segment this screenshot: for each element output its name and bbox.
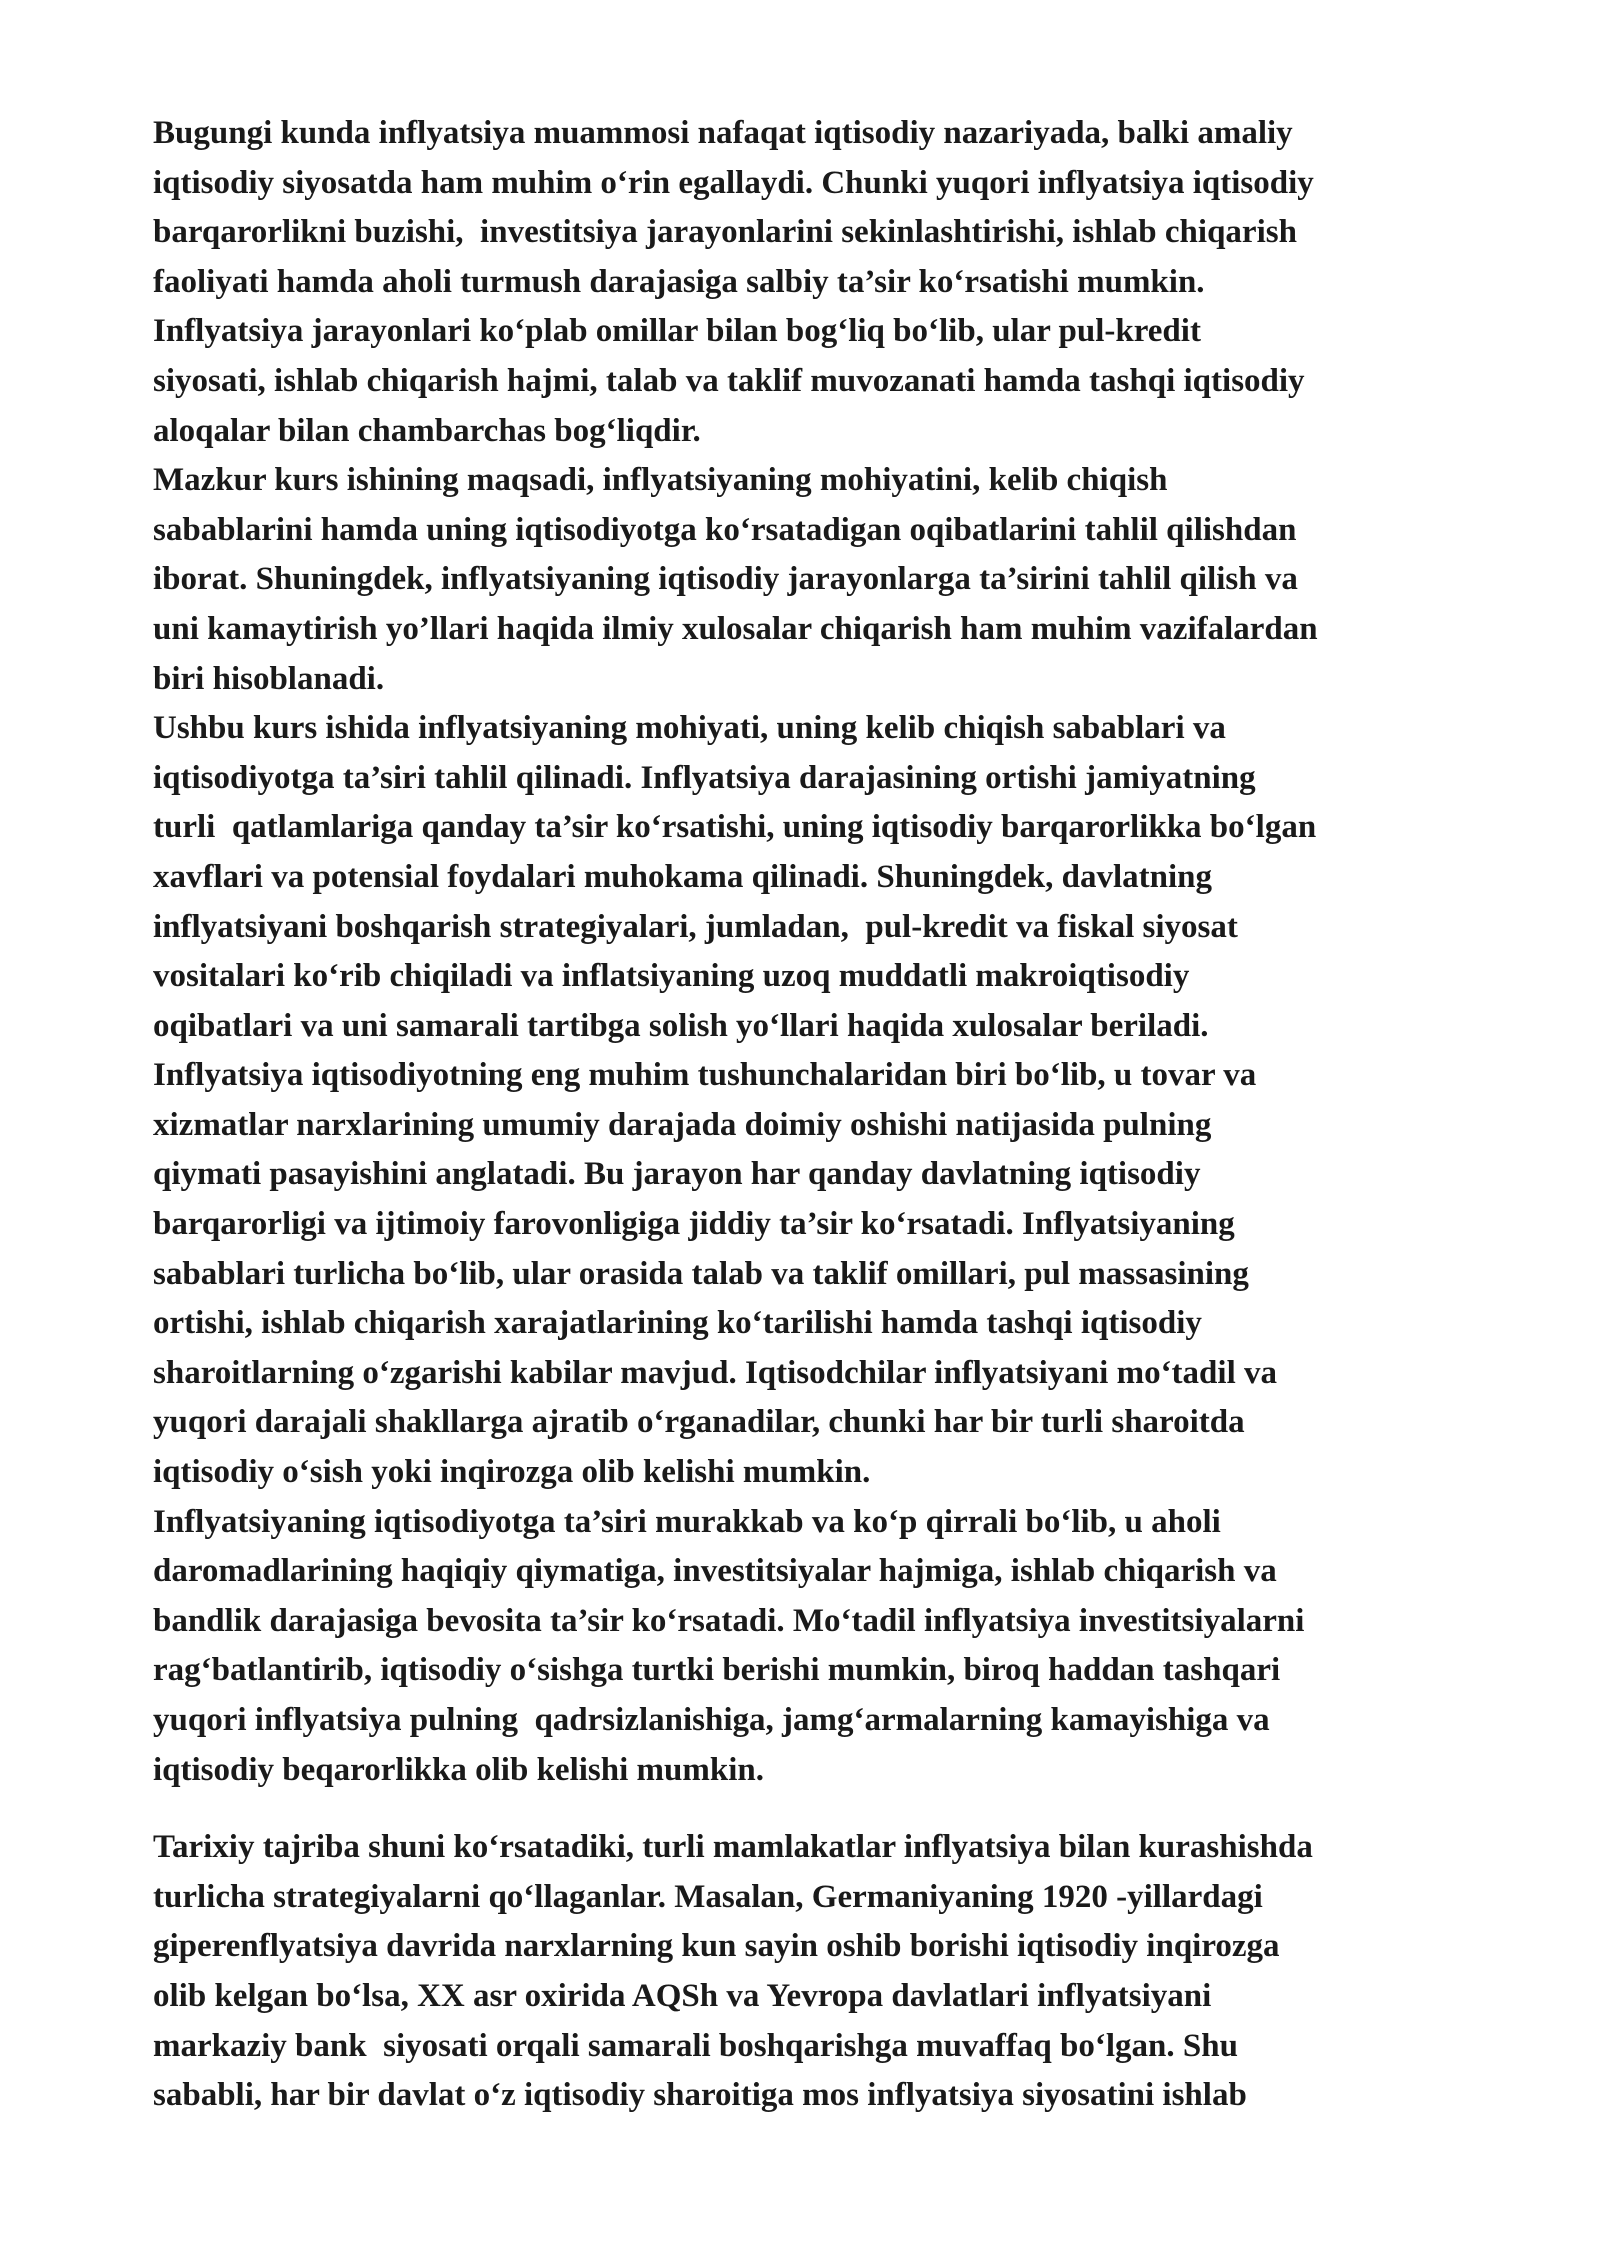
text-line: daromadlarining haqiqiy qiymatiga, investitsiyalar hajmiga, ishlab chiqarish va [153, 1553, 1277, 1590]
text-line: turli qatlamlariga qanday ta’sir ko‘rsatishi, uning iqtisodiy barqarorlikka bo‘lgan [153, 809, 1317, 846]
text-line: uni kamaytirish yo’llari haqida ilmiy xulosalar chiqarish ham muhim vazifalardan [153, 610, 1318, 647]
text-line: yuqori darajali shakllarga ajratib o‘rganadilar, chunki har bir turli sharoitda [153, 1404, 1245, 1441]
text-line: yuqori inflyatsiya pulning qadrsizlanishiga, jamg‘armalarning kamayishiga va [153, 1702, 1270, 1738]
text-line: biri hisoblanadi. [153, 660, 385, 697]
paragraph-1 [153, 109, 1483, 1795]
text-line: oqibatlari va uni samarali tartibga solish yo‘llari haqida xulosalar beriladi. [153, 1007, 1209, 1044]
text-line: xavflari va potensial foydalari muhokama qilinadi. Shuningdek, davlatning [153, 858, 1213, 895]
text-line: turlicha strategiyalarni qo‘llaganlar. Masalan, Germaniyaning 1920 -yillardagi [153, 1878, 1263, 1915]
text-line: sabablari turlicha bo‘lib, ular orasida talab va taklif omillari, pul massasining [153, 1255, 1249, 1292]
text-line: barqarorlikni buzishi, investitsiya jarayonlarini sekinlashtirishi, ishlab chiqarish [153, 214, 1297, 251]
text-line: vositalari ko‘rib chiqiladi va inflatsiyaning uzoq muddatli makroiqtisodiy [153, 958, 1190, 995]
text-line: Ushbu kurs ishida inflyatsiyaning mohiyati, uning kelib chiqish sabablari va [153, 710, 1226, 747]
text-line: Inflyatsiya iqtisodiyotning eng muhim tushunchalaridan biri bo‘lib, u tovar va [153, 1057, 1257, 1094]
text-line: Tarixiy tajriba shuni ko‘rsatadiki, turli mamlakatlar inflyatsiya bilan kurashishda [153, 1829, 1313, 1866]
text-line: olib kelgan bo‘lsa, XX asr oxirida AQSh va Yevropa davlatlari inflyatsiyani [153, 1977, 1212, 2014]
text-line: rag‘batlantirib, iqtisodiy o‘sishga turtki berishi mumkin, biroq haddan tashqari [153, 1652, 1281, 1689]
text-line: barqarorligi va ijtimoiy farovonligiga jiddiy ta’sir ko‘rsatadi. Inflyatsiyaning [153, 1206, 1235, 1243]
text-line: sababli, har bir davlat o‘z iqtisodiy sharoitiga mos inflyatsiya siyosatini ishlab [153, 2077, 1247, 2114]
text-line: inflyatsiyani boshqarish strategiyalari, jumladan, pul-kredit va fiskal siyosat [153, 908, 1238, 945]
text-line: qiymati pasayishini anglatadi. Bu jarayon har qanday davlatning iqtisodiy [153, 1156, 1201, 1193]
text-line: markaziy bank siyosati orqali samarali boshqarishga muvaffaq bo‘lgan. Shu [153, 2027, 1238, 2064]
text-line: Bugungi kunda inflyatsiya muammosi nafaqat iqtisodiy nazariyada, balki amaliy [153, 115, 1293, 151]
text-line: giperenflyatsiya davrida narxlarning kun sayin oshib borishi iqtisodiy inqirozga [153, 1928, 1280, 1965]
paragraph-2 [153, 1823, 1483, 2121]
text-line: Inflyatsiyaning iqtisodiyotga ta’siri murakkab va ko‘p qirrali bo‘lib, u aholi [153, 1503, 1221, 1540]
text-line: sharoitlarning o‘zgarishi kabilar mavjud. Iqtisodchilar inflyatsiyani mo‘tadil va [153, 1354, 1277, 1391]
paragraph-spacer [153, 1795, 1483, 1823]
text-line: iqtisodiy beqarorlikka olib kelishi mumkin. [153, 1751, 764, 1788]
text-line: ortishi, ishlab chiqarish xarajatlarining ko‘tarilishi hamda tashqi iqtisodiy [153, 1305, 1202, 1342]
text-line: Inflyatsiya jarayonlari ko‘plab omillar bilan bog‘liq bo‘lib, ular pul-kredit [153, 313, 1201, 350]
text-line: xizmatlar narxlarining umumiy darajada doimiy oshishi natijasida pulning [153, 1106, 1212, 1143]
body-text [153, 109, 1483, 2121]
text-line: Mazkur kurs ishining maqsadi, inflyatsiyaning mohiyatini, kelib chiqish [153, 462, 1168, 499]
text-line: iqtisodiy o‘sish yoki inqirozga olib kelishi mumkin. [153, 1454, 871, 1491]
text-line: bandlik darajasiga bevosita ta’sir ko‘rsatadi. Mo‘tadil inflyatsiya investitsiyalarni [153, 1602, 1305, 1639]
text-line: faoliyati hamda aholi turmush darajasiga salbiy ta’sir ko‘rsatishi mumkin. [153, 263, 1205, 300]
text-line: iqtisodiyotga ta’siri tahlil qilinadi. Inflyatsiya darajasining ortishi jamiyatning [153, 759, 1256, 796]
text-line: siyosati, ishlab chiqarish hajmi, talab va taklif muvozanati hamda tashqi iqtisodiy [153, 362, 1305, 399]
text-line: iborat. Shuningdek, inflyatsiyaning iqtisodiy jarayonlarga ta’sirini tahlil qilish va [153, 561, 1298, 598]
text-line: iqtisodiy siyosatda ham muhim o‘rin egallaydi. Chunki yuqori inflyatsiya iqtisodiy [153, 164, 1314, 201]
text-line: sabablarini hamda uning iqtisodiyotga ko‘rsatadigan oqibatlarini tahlil qilishdan [153, 511, 1297, 548]
text-line: aloqalar bilan chambarchas bog‘liqdir. [153, 412, 701, 449]
